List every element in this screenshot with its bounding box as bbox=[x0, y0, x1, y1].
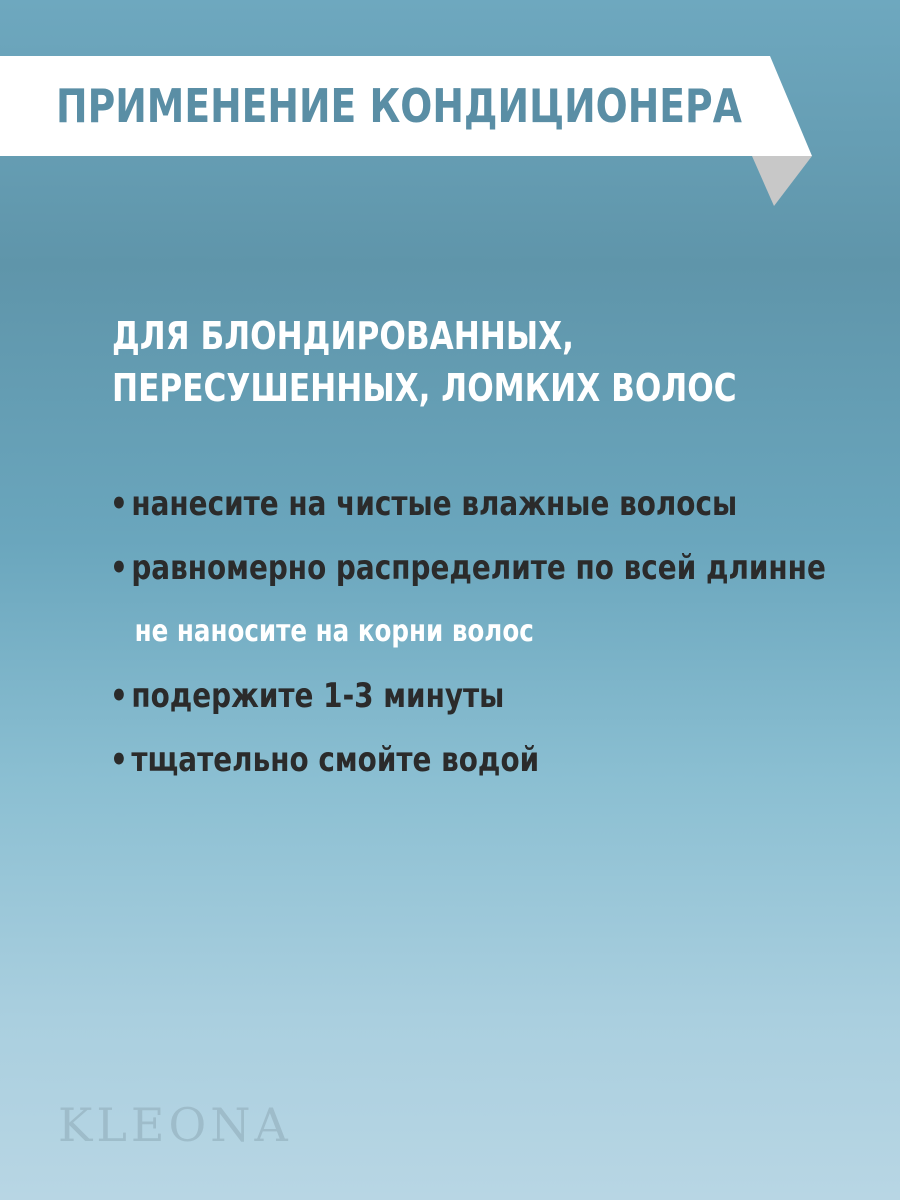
list-item bbox=[110, 472, 826, 536]
subtitle bbox=[112, 310, 737, 414]
bullet: • bbox=[110, 548, 128, 588]
brand-logo: KLEONA bbox=[58, 1098, 292, 1152]
ribbon-fold bbox=[752, 156, 814, 208]
subtitle-line-2: ПЕРЕСУШЕННЫХ, ЛОМКИХ ВОЛОС bbox=[112, 366, 737, 410]
subtitle-line-1: ДЛЯ БЛОНДИРОВАННЫХ, bbox=[112, 314, 575, 358]
step-note-text: не наносите на корни волос bbox=[134, 614, 534, 649]
step-text: подержите 1-3 минуты bbox=[131, 676, 505, 716]
step-text: тщательно смойте водой bbox=[131, 740, 540, 780]
bullet: • bbox=[110, 676, 128, 716]
list-item-note bbox=[110, 600, 826, 664]
instructions-list bbox=[110, 472, 900, 792]
step-text: равномерно распределите по всей длинне bbox=[131, 548, 826, 588]
list-item bbox=[110, 536, 826, 600]
list-item bbox=[110, 664, 826, 728]
title-banner bbox=[0, 56, 800, 156]
bullet: • bbox=[110, 740, 128, 780]
bullet: • bbox=[110, 484, 128, 524]
page-title: ПРИМЕНЕНИЕ КОНДИЦИОНЕРА bbox=[56, 79, 742, 133]
list-item bbox=[110, 728, 826, 792]
step-text: нанесите на чистые влажные волосы bbox=[131, 484, 738, 524]
